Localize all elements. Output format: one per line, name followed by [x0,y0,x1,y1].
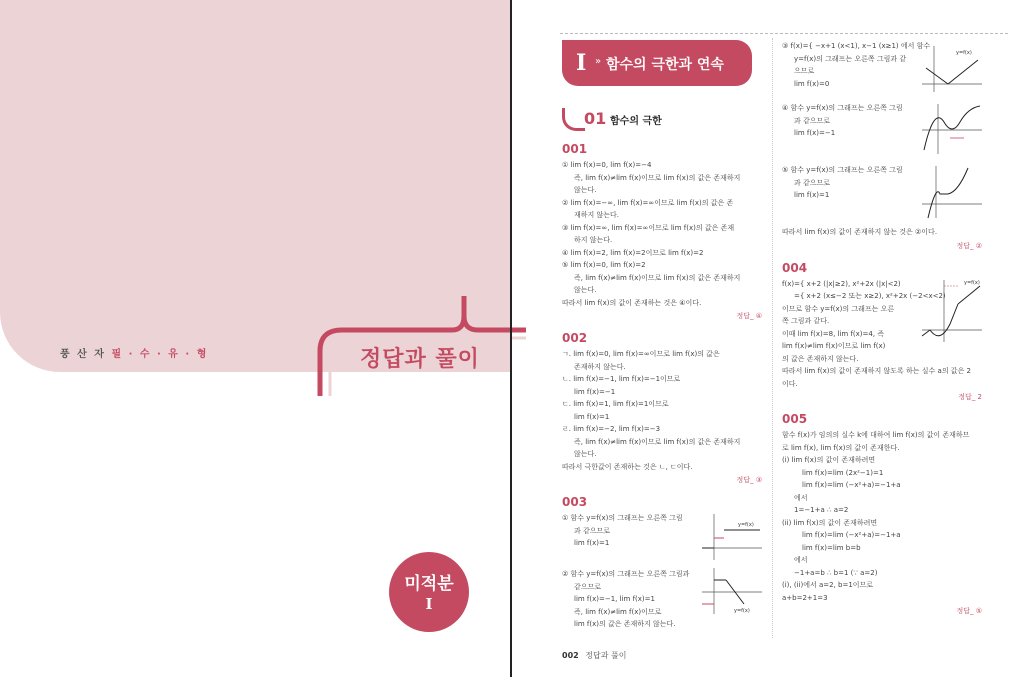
solution-line: 과 같으므로 [794,116,831,125]
section-arc-decoration [562,108,585,131]
solution-line: lim f(x)=lim (−x²+a)=−1+a [802,531,901,539]
solution-001 [562,159,762,321]
solution-line: 과 같으므로 [794,178,831,187]
solution-line: lim f(x)=lim b=b [802,543,861,552]
solution-line: 이때 lim f(x)=8, lim f(x)=4, 즉 [782,329,885,338]
solution-line: lim f(x)=0 [794,79,830,88]
answer-label: 정답_ ③ [736,476,762,484]
page-number: 002 [562,651,579,660]
graph-label: y=f(x) [734,608,750,614]
answer-title: 정답과 풀이 [360,347,480,372]
problem-number: 001 [562,142,588,156]
solution-line: 같으므로 [574,582,602,591]
solution-line: 않는다. [574,450,597,458]
subject-badge [389,552,469,632]
solution-line: ㄹ. lim f(x)=−2, lim f(x)=−3 [562,425,661,433]
solution-line: 즉, lim f(x)≠lim f(x)이므로 lim f(x)의 값은 존재하지 [574,437,741,446]
solution-003-part2 [562,568,762,634]
solution-line: 재하지 않는다. [574,211,620,219]
chapter-banner [562,40,752,86]
solution-line: lim f(x)의 값은 존재하지 않는다. [574,620,676,628]
solution-line: 존재하지 않는다. [574,362,626,371]
series-highlight: 필 · 수 · 유 · 형 [111,349,209,360]
solution-line: lim f(x)=1 [794,191,830,199]
problem-number: 002 [562,331,588,345]
solution-line: ㄴ. lim f(x)=−1, lim f(x)=−1이므로 [562,375,681,383]
solution-line: 즉, lim f(x)≠lim f(x)이므로 lim f(x)의 값은 존재하지 [574,273,741,282]
graph-003-4 [920,102,984,156]
right-column [782,40,982,616]
graph-003-2 [700,566,764,616]
answer-label: 정답_ 2 [958,393,982,401]
solution-line: 즉, lim f(x)≠lim f(x)이므로 [574,607,662,616]
series-prefix: 풍 산 자 [60,349,106,360]
solution-line: f(x)={ x+2 (|x|≥2), x²+2x (|x|<2) [782,279,901,288]
solution-line: −1+a=b ∴ b=1 (∵ a=2) [794,568,878,577]
solution-line: 로 lim f(x), lim f(x)의 값이 존재한다. [782,443,900,452]
subject-numeral: I [425,595,433,613]
solution-line: ⑤ 함수 y=f(x)의 그래프는 오른쪽 그림 [782,166,903,174]
solution-line: ㄷ. lim f(x)=1, lim f(x)=1이므로 [562,400,669,408]
solution-003-part1 [562,512,762,568]
solution-line: lim f(x)=−1, lim f(x)=1 [574,595,655,603]
graph-004 [920,278,984,344]
solution-line: (i), (ii)에서 a=2, b=1이므로 [782,581,874,589]
graph-label: y=f(x) [956,50,972,56]
solution-line: 과 같으므로 [574,526,611,535]
solution-line: ④ lim f(x)=2, lim f(x)=2이므로 lim f(x)=2 [562,248,704,257]
solution-line: lim f(x)=1 [574,412,610,421]
problem-number: 005 [782,412,808,426]
solution-line: ① 함수 y=f(x)의 그래프는 오른쪽 그림 [562,514,683,522]
chapter-numeral: I [576,50,587,76]
solution-line: ④ 함수 y=f(x)의 그래프는 오른쪽 그림 [782,104,903,112]
solution-line: 으므로 [794,67,815,75]
answer-label: 정답_ ⑤ [956,607,982,615]
section-heading [562,108,762,132]
solution-line: ⑤ lim f(x)=0, lim f(x)=2 [562,261,646,269]
solution-003-part3 [782,40,982,102]
graph-003-3 [920,44,984,94]
solution-line: 함수 f(x)가 임의의 실수 k에 대하여 lim f(x)의 값이 존재하므 [782,431,970,439]
solution-line: y=f(x)의 그래프는 오른쪽 그림과 같 [794,54,907,63]
column-separator [772,38,773,638]
section-number: 01 [584,109,607,128]
solution-line: a+b=2+1=3 [782,593,828,602]
solution-line: lim f(x)=−1 [794,129,836,137]
page-gutter [510,0,512,677]
solution-line: 의 값은 존재하지 않는다. [782,354,859,363]
solution-line: ② lim f(x)=−∞, lim f(x)=∞이므로 lim f(x)의 값은 존 [562,198,734,207]
solution-line: lim f(x)=1 [574,539,610,547]
solution-line: ③ lim f(x)=∞, lim f(x)=∞이므로 lim f(x)의 값은 존재 [562,223,735,232]
solution-line: 1=−1+a ∴ a=2 [794,506,849,514]
solution-line: 이므로 함수 y=f(x)의 그래프는 오른 [782,304,895,313]
answer-label: 정답_ ④ [736,312,762,320]
top-dashed-rule [560,33,1008,34]
solution-line: 에서 [794,556,808,564]
chapter-title: 함수의 극한과 연속 [606,57,724,73]
graph-label: y=f(x) [738,522,754,528]
solution-line: 이다. [782,379,798,388]
solution-line: ① lim f(x)=0, lim f(x)=−4 [562,161,652,169]
subject-name: 미적분 [404,574,454,594]
solution-004 [782,278,982,391]
solution-003-part4 [782,102,982,164]
solution-line: 않는다. [574,286,597,294]
solution-line: lim f(x)=−1 [574,387,616,396]
cover-page [0,0,510,677]
solution-002 [562,348,762,485]
solution-line: 따라서 lim f(x)의 값이 존재하지 않도록 하는 실수 a의 값은 2 [782,367,972,375]
solution-line: (ii) lim f(x)의 값이 존재하려면 [782,518,878,527]
solution-line: 에서 [794,493,808,502]
footer-title: 정답과 풀이 [585,651,627,660]
solution-line: lim f(x)≠lim f(x)이므로 lim f(x) [782,342,886,350]
solution-line: 하지 않는다. [574,236,613,244]
solution-line: ② 함수 y=f(x)의 그래프는 오른쪽 그림과 [562,570,690,578]
graph-label: y=f(x) [964,279,980,286]
solution-line: 따라서 극한값이 존재하는 것은 ㄴ, ㄷ이다. [562,462,693,471]
problem-number: 004 [782,260,808,275]
solution-line: 즉, lim f(x)≠lim f(x)이므로 lim f(x)의 값은 존재하지 [574,173,741,182]
solution-line: ={ x+2 (x≤−2 또는 x≥2), x²+2x (−2<x<2) [794,292,946,300]
solution-line: 않는다. [574,186,597,194]
conclusion-line: 따라서 lim f(x)의 값이 존재하지 않는 것은 ②이다. [782,228,938,236]
solution-line: (i) lim f(x)의 값이 존재하려면 [782,456,876,464]
series-name [60,345,208,360]
left-column [562,40,762,634]
solution-line: 따라서 lim f(x)의 값이 존재하는 것은 ④이다. [562,298,702,307]
solution-003-part5 [782,164,982,226]
solution-line: ③ f(x)={ −x+1 (x<1), x−1 (x≥1) 에서 함수 [782,42,931,50]
solution-005 [782,429,982,616]
answer-label: 정답_ ② [956,241,982,250]
solution-line: ㄱ. lim f(x)=0, lim f(x)=∞이므로 lim f(x)의 값은 [562,350,720,358]
graph-003-1 [700,512,764,562]
solution-line: 쪽 그림과 같다. [782,317,830,325]
page-footer [562,650,626,661]
solution-line: lim f(x)=lim (−x²+a)=−1+a [802,481,901,489]
solution-line: lim f(x)=lim (2x²−1)=1 [802,468,884,477]
graph-003-5 [920,164,984,220]
chevron-right-icon: » [595,56,602,67]
section-title: 함수의 극한 [610,116,662,127]
problem-number: 003 [562,495,588,509]
